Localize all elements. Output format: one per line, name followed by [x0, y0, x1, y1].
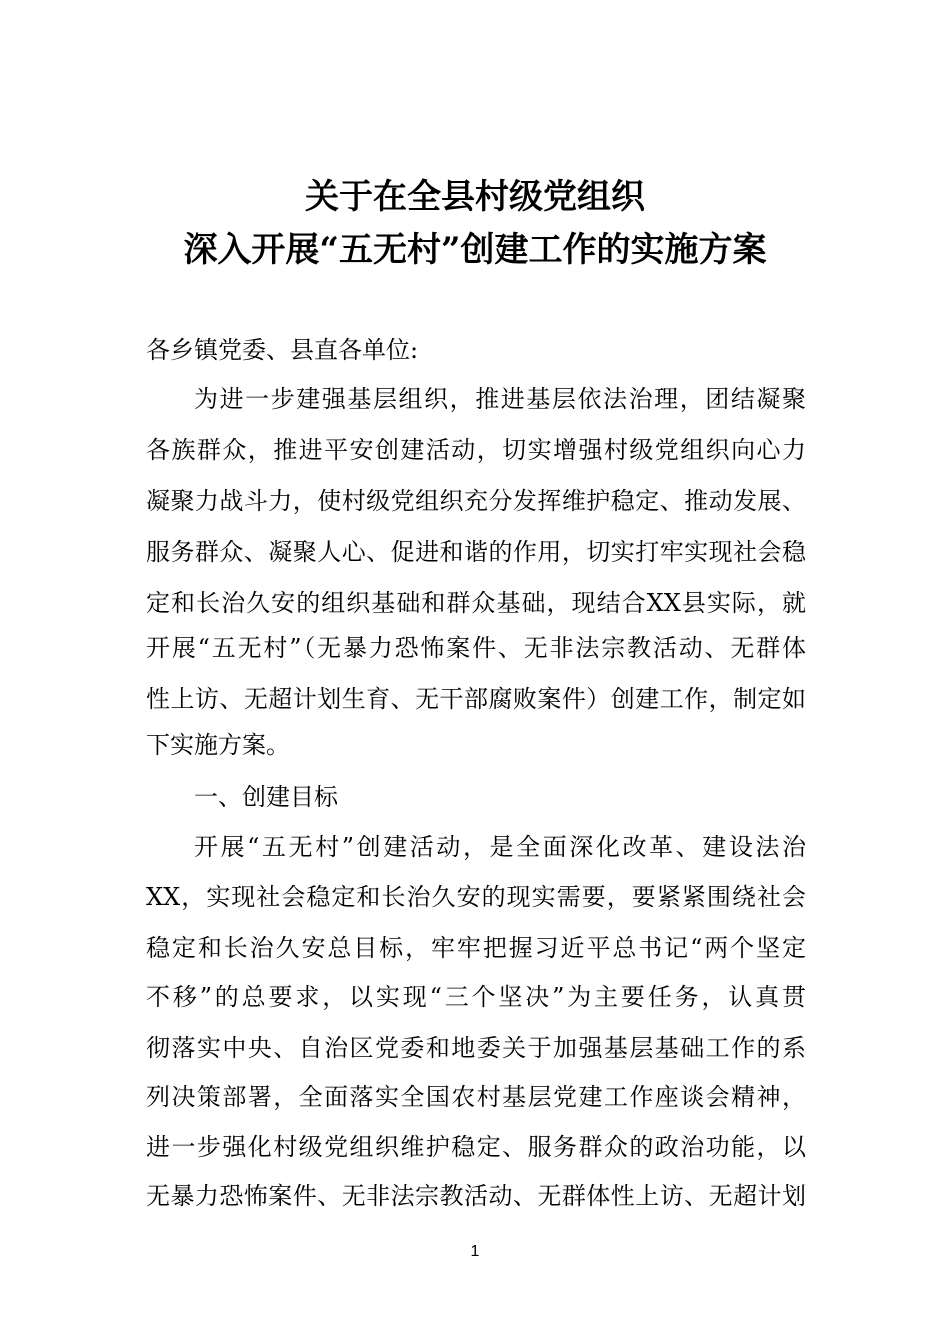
paragraph-1-line: 下实施方案。 [146, 731, 290, 759]
paragraph-1-line: 性上访、无超计划生育、无干部腐败案件）创建工作，制定如 [146, 685, 806, 713]
paragraph-2-line: 彻落实中央、自治区党委和地委关于加强基层基础工作的系 [146, 1034, 806, 1062]
document-title-line-2: 深入开展“五无村”创建工作的实施方案 [183, 230, 767, 270]
paragraph-2-line: 进一步强化村级党组织维护稳定、服务群众的政治功能，以 [146, 1133, 806, 1161]
paragraph-1-line: 为进一步建强基层组织，推进基层依法治理，团结凝聚 [194, 385, 806, 413]
salutation: 各乡镇党委、县直各单位: [146, 336, 419, 364]
paragraph-2-line: XX，实现社会稳定和长治久安的现实需要，要紧紧围绕社会 [146, 883, 806, 911]
section-1-heading: 一、创建目标 [194, 783, 338, 811]
document-title-line-1: 关于在全县村级党组织 [305, 177, 645, 217]
paragraph-1-line: 定和长治久安的组织基础和群众基础，现结合XX县实际，就 [146, 589, 806, 617]
paragraph-1-line: 服务群众、凝聚人心、促进和谐的作用，切实打牢实现社会稳 [146, 538, 806, 566]
paragraph-1-line: 开展“五无村”（无暴力恐怖案件、无非法宗教活动、无群体 [146, 634, 806, 662]
paragraph-2-line: 不移”的总要求，以实现“三个坚决”为主要任务，认真贯 [146, 983, 806, 1011]
paragraph-2-line: 开展“五无村”创建活动，是全面深化改革、建设法治 [194, 833, 806, 861]
paragraph-2-line: 列决策部署，全面落实全国农村基层党建工作座谈会精神， [146, 1083, 806, 1111]
paragraph-1-line: 凝聚力战斗力，使村级党组织充分发挥维护稳定、推动发展、 [146, 487, 806, 515]
paragraph-2-line: 稳定和长治久安总目标，牢牢把握习近平总书记“两个坚定 [146, 934, 806, 962]
paragraph-2-line: 无暴力恐怖案件、无非法宗教活动、无群体性上访、无超计划 [146, 1182, 806, 1210]
paragraph-1-line: 各族群众，推进平安创建活动，切实增强村级党组织向心力 [146, 436, 806, 464]
page-number: 1 [470, 1243, 480, 1260]
